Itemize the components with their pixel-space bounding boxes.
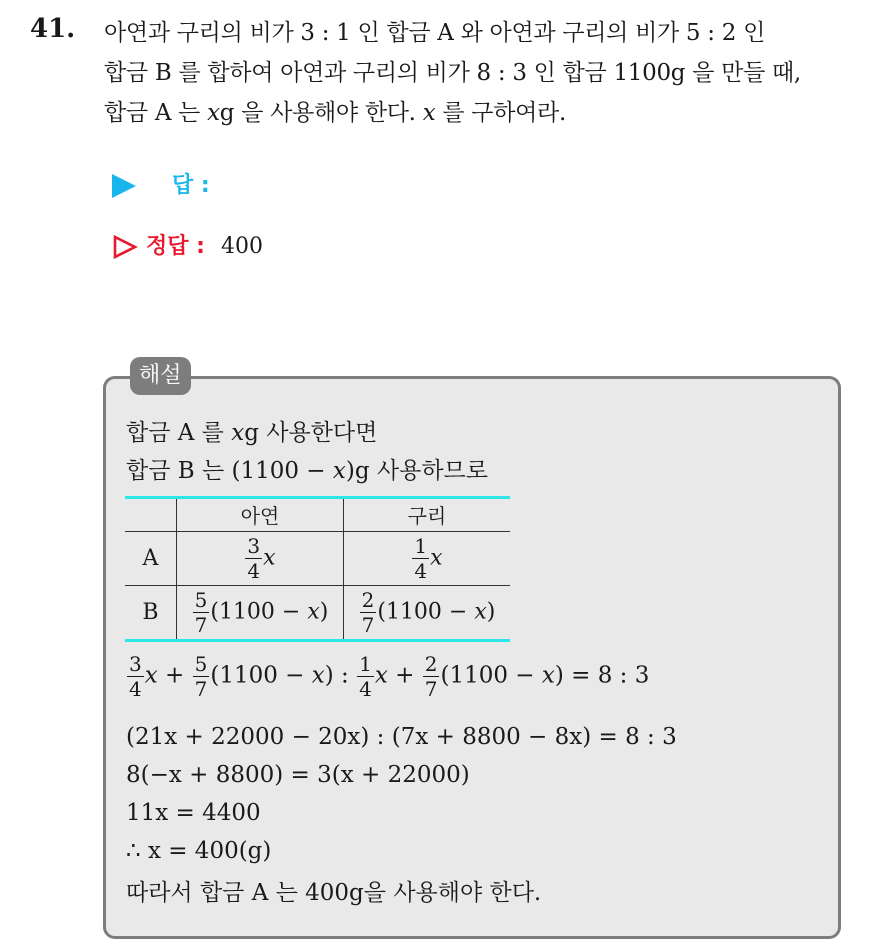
ratio-table bbox=[125, 497, 510, 639]
numerator: 5 bbox=[194, 652, 208, 676]
fraction bbox=[245, 536, 262, 581]
fraction bbox=[360, 590, 377, 635]
header-cell-copper: 구리 bbox=[344, 497, 511, 532]
paren-open: (1100 − bbox=[210, 662, 312, 689]
var-x: x bbox=[311, 662, 325, 689]
denominator: 4 bbox=[129, 677, 142, 701]
row-label-b: B bbox=[125, 586, 177, 640]
correct-answer-value: 400 bbox=[220, 234, 263, 259]
fraction bbox=[193, 654, 210, 699]
denominator: 7 bbox=[361, 613, 375, 637]
var-x: x bbox=[430, 545, 443, 571]
cell-a-copper bbox=[344, 532, 511, 586]
correct-answer-label: 정답 : bbox=[146, 234, 205, 259]
paren-close: ) bbox=[324, 662, 334, 689]
paren-open: (1100 − bbox=[377, 599, 475, 625]
answer-label: 답 : bbox=[172, 173, 210, 198]
solution-line-2 bbox=[126, 452, 488, 485]
solution-eq-5: ∴ x = 400(g) bbox=[126, 838, 272, 864]
q3-var-2: x bbox=[422, 100, 436, 126]
sl2-var: x bbox=[332, 458, 346, 484]
cell-b-copper bbox=[344, 586, 511, 640]
fraction bbox=[193, 590, 210, 635]
table-row bbox=[125, 532, 510, 586]
question-line-2: 합금 B 를 합하여 아연과 구리의 비가 8 : 3 인 합금 1100g 을 만들 때, bbox=[104, 60, 801, 86]
solution-line-1 bbox=[126, 414, 377, 447]
table-header-row bbox=[125, 497, 510, 532]
solution-tag: 해설 bbox=[130, 357, 191, 395]
row-label-a: A bbox=[125, 532, 177, 586]
sl2-a: 합금 B 는 (1100 − bbox=[126, 458, 333, 484]
ratio-colon: : bbox=[333, 662, 357, 689]
denominator: 7 bbox=[194, 677, 208, 701]
var-x: x bbox=[263, 545, 276, 571]
plus-sign: + bbox=[157, 662, 192, 689]
fraction bbox=[357, 654, 374, 699]
numerator: 1 bbox=[359, 652, 372, 676]
numerator: 1 bbox=[414, 534, 428, 558]
denominator: 7 bbox=[194, 613, 208, 637]
cell-a-zinc bbox=[177, 532, 344, 586]
solution-eq-3: 8(−x + 8800) = 3(x + 22000) bbox=[126, 762, 470, 788]
denominator: 7 bbox=[424, 677, 438, 701]
fraction bbox=[127, 654, 144, 699]
table-top-rule bbox=[125, 496, 510, 499]
table-row bbox=[125, 586, 510, 640]
var-x: x bbox=[374, 662, 388, 689]
q3-part-a: 합금 A 는 bbox=[104, 100, 208, 126]
eq1-rhs: = 8 : 3 bbox=[563, 662, 650, 689]
paren-close: ) bbox=[554, 662, 564, 689]
plus-sign: + bbox=[387, 662, 422, 689]
denominator: 4 bbox=[359, 677, 372, 701]
var-x: x bbox=[474, 599, 487, 625]
sl1-var: x bbox=[231, 420, 245, 446]
numerator: 5 bbox=[194, 588, 208, 612]
paren-close: ) bbox=[486, 599, 496, 625]
sl2-b: )g 사용하므로 bbox=[345, 458, 488, 484]
solution-conclusion: 따라서 합금 A 는 400g을 사용해야 한다. bbox=[126, 880, 542, 906]
question-number: 41. bbox=[30, 14, 76, 44]
play-triangle-filled-icon bbox=[112, 174, 136, 198]
paren-close: ) bbox=[319, 599, 329, 625]
var-x: x bbox=[307, 599, 320, 625]
sl1-a: 합금 A 를 bbox=[126, 420, 232, 446]
fraction bbox=[423, 654, 440, 699]
numerator: 3 bbox=[129, 652, 142, 676]
solution-eq-2: (21x + 22000 − 20x) : (7x + 8800 − 8x) = 8 : 3 bbox=[126, 724, 677, 750]
q3-part-c: 를 구하여라. bbox=[435, 100, 566, 126]
table-bottom-rule bbox=[125, 639, 510, 642]
var-x: x bbox=[144, 662, 158, 689]
denominator: 4 bbox=[414, 559, 428, 583]
header-cell-zinc: 아연 bbox=[177, 497, 344, 532]
q3-part-b: g 을 사용해야 한다. bbox=[219, 100, 423, 126]
paren-open: (1100 − bbox=[210, 599, 308, 625]
fraction bbox=[412, 536, 429, 581]
solution-eq-1 bbox=[126, 654, 649, 699]
q3-var-1: x bbox=[207, 100, 220, 126]
question-line-1: 아연과 구리의 비가 3 : 1 인 합금 A 와 아연과 구리의 비가 5 : 2 인 bbox=[104, 20, 765, 46]
correct-answer-row bbox=[112, 229, 263, 260]
numerator: 2 bbox=[361, 588, 375, 612]
answer-row bbox=[112, 168, 210, 199]
var-x: x bbox=[541, 662, 555, 689]
question-line-3 bbox=[104, 94, 566, 127]
sl1-b: g 사용한다면 bbox=[244, 420, 378, 446]
solution-eq-4: 11x = 4400 bbox=[126, 800, 261, 826]
cell-b-zinc bbox=[177, 586, 344, 640]
paren-open: (1100 − bbox=[440, 662, 542, 689]
denominator: 4 bbox=[247, 559, 261, 583]
numerator: 3 bbox=[247, 534, 261, 558]
numerator: 2 bbox=[424, 652, 438, 676]
header-cell-empty bbox=[125, 497, 177, 532]
play-triangle-outline-icon bbox=[112, 234, 138, 260]
